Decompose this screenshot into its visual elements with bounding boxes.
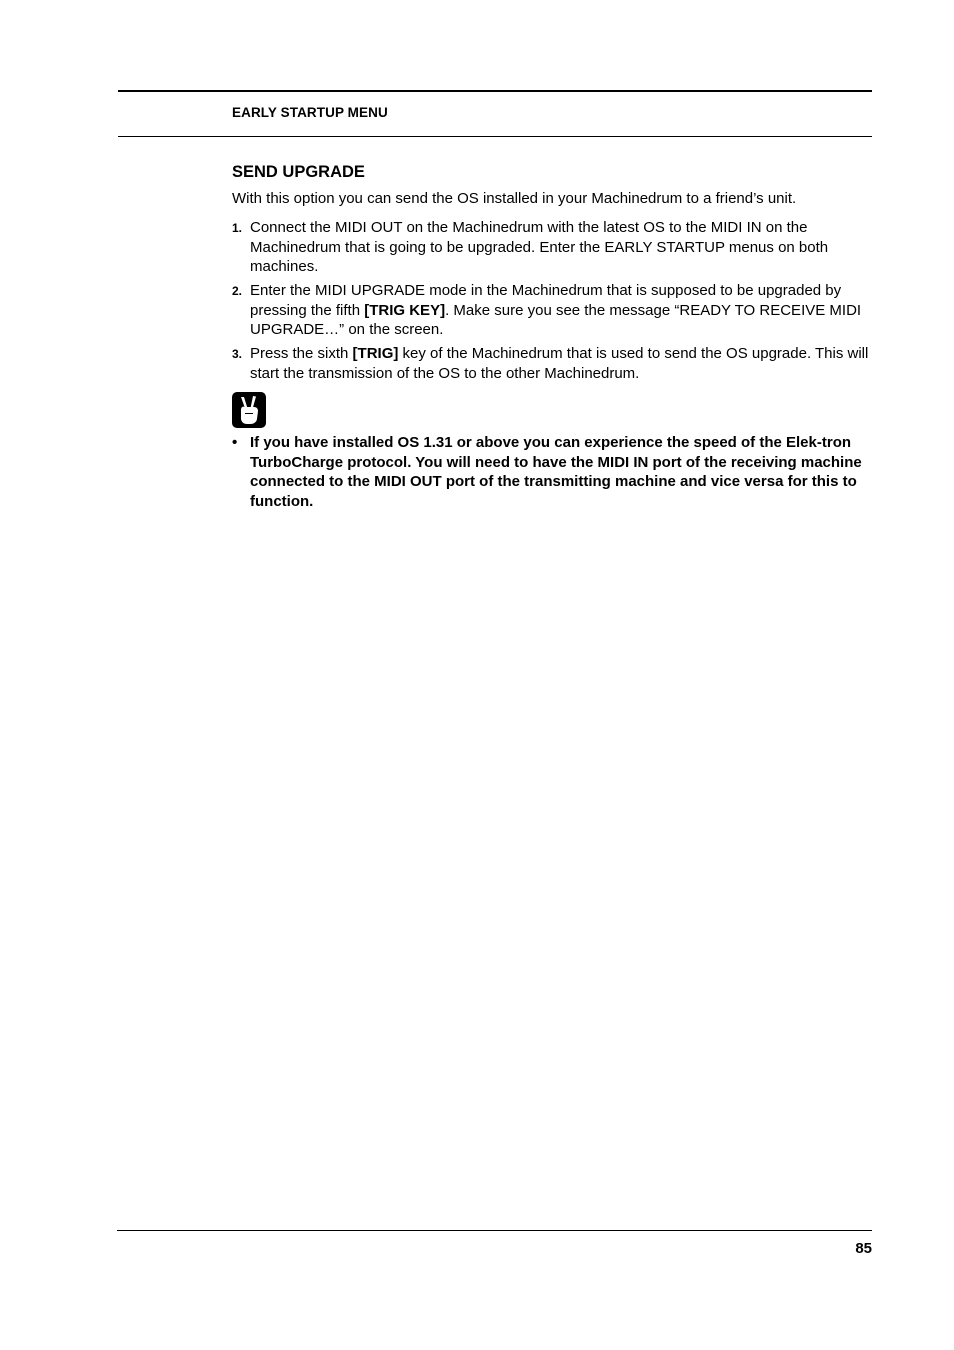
step-number: 2. (232, 284, 243, 298)
victory-hand-icon (232, 392, 266, 428)
step-text: Connect the MIDI OUT on the Machinedrum with the latest OS to the MIDI IN on the Machinedrum that is going to be upgraded. Enter the EARLY STARTUP menus on both machines. (250, 219, 829, 275)
running-head: EARLY STARTUP MENU (232, 105, 388, 120)
step-text (250, 345, 868, 382)
step-item (232, 344, 872, 383)
page-number: 85 (855, 1240, 872, 1257)
step-text-before: Press the sixth (250, 345, 353, 362)
intro-paragraph: With this option you can send the OS installed in your Machinedrum to a friend’s unit. (232, 190, 797, 207)
step-text-before: Enter the MIDI UPGRADE mode in the Machinedrum that is supposed to be upgraded by pressing the fifth (250, 282, 842, 319)
steps-list (232, 218, 872, 388)
step-item (232, 281, 872, 340)
header-bottom-rule (118, 136, 872, 137)
step-text-after: . Make sure you see the message “READY TO RECEIVE MIDI UPGRADE…” on the screen. (250, 301, 862, 338)
step-text (250, 282, 861, 338)
key-label: [TRIG] (352, 345, 399, 362)
section-title: SEND UPGRADE (232, 163, 365, 181)
step-text-after: key of the Machinedrum that is used to send the OS upgrade. This will start the transmission of the OS to the other Machinedrum. (250, 345, 869, 382)
key-label: [TRIG KEY] (364, 301, 446, 319)
step-number: 3. (232, 347, 243, 361)
header-top-rule (118, 90, 872, 92)
note-text: If you have installed OS 1.31 or above you can experience the speed of the Elek-tron TurboCharge protocol. You will need to have the MIDI IN port of the receiving machine connected to the MIDI OUT port of the transmitting machine and vice versa for this to function. (250, 434, 862, 510)
step-item (232, 218, 872, 277)
step-number: 1. (232, 221, 243, 235)
footer-rule (117, 1230, 872, 1231)
bullet-glyph: • (232, 434, 238, 451)
note-item (232, 433, 872, 511)
